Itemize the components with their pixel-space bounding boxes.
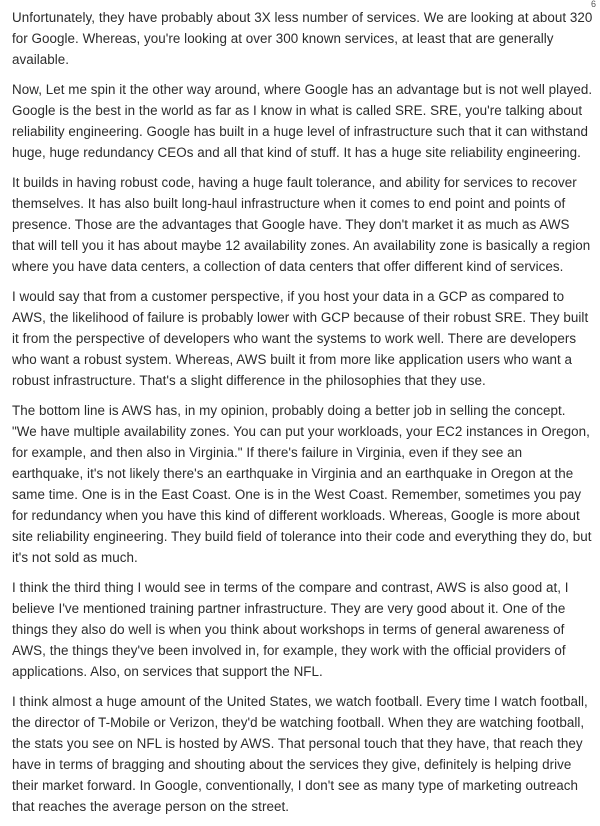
document-body: [12, 7, 594, 826]
paragraph: Now, Let me spin it the other way around, where Google has an advantage but is not well played. Google is the best in the world as far as I know in what is called SRE. SRE, you're talking about reliability engineering. Google has built in a huge level of infrastructure such that it can withstand huge, huge redundancy CEOs and all that kind of stuff. It has a huge site reliability engineering.: [12, 82, 593, 160]
paragraph: I think the third thing I would see in terms of the compare and contrast, AWS is also good at, I believe I've mentioned training partner infrastructure. They are very good about it. One of the things they also do well is when you think about workshops in terms of general awareness of AWS, the things they've been involved in, for example, they work with the official providers of applications. Also, on services that support the NFL.: [12, 580, 569, 679]
paragraph: I would say that from a customer perspective, if you host your data in a GCP as compared to AWS, the likelihood of failure is probably lower with GCP because of their robust SRE. They built it from the perspective of developers who want the systems to work well. There are developers who want a robust system. Whereas, AWS built it from more like application users who want a robust infrastructure. That's a slight difference in the philosophies that they use.: [12, 289, 589, 388]
paragraph: I think almost a huge amount of the United States, we watch football. Every time I watch football, the director of T-Mobile or Verizon, they'd be watching football. When they are watching football, the stats you see on NFL is hosted by AWS. That personal touch that they have, that reach they have in terms of bragging and shouting about the services they give, definitely is helping drive their market forward. In Google, conventionally, I don't see as many type of marketing outreach that reaches the average person on the street.: [12, 694, 588, 814]
paragraph: It builds in having robust code, having a huge fault tolerance, and ability for services to recover themselves. It has also built long-haul infrastructure when it comes to end point and points of presence. Those are the advantages that Google have. They don't market it as much as AWS that will tell you it has about maybe 12 availability zones. An availability zone is basically a region where you have data centers, a collection of data centers that offer different kind of services.: [12, 175, 591, 274]
paragraph: The bottom line is AWS has, in my opinion, probably doing a better job in selling the concept. "We have multiple availability zones. You can put your workloads, your EC2 instances in Oregon, for example, and then also in Virginia." If there's failure in Virginia, even if they see an earthquake, it's not likely there's an earthquake in Virginia and an earthquake in Oregon at the same time. One is in the East Coast. One is in the West Coast. Remember, sometimes you pay for redundancy when you have this kind of different workloads. Whereas, Google is more about site reliability engineering. They build field of tolerance into their code and everything they do, but it's not sold as much.: [12, 403, 592, 565]
page-corner-mark: 6: [590, 0, 596, 9]
paragraph: Unfortunately, they have probably about 3X less number of services. We are looking at about 320 for Google. Whereas, you're looking at over 300 known services, at least that are generally available.: [12, 10, 593, 67]
